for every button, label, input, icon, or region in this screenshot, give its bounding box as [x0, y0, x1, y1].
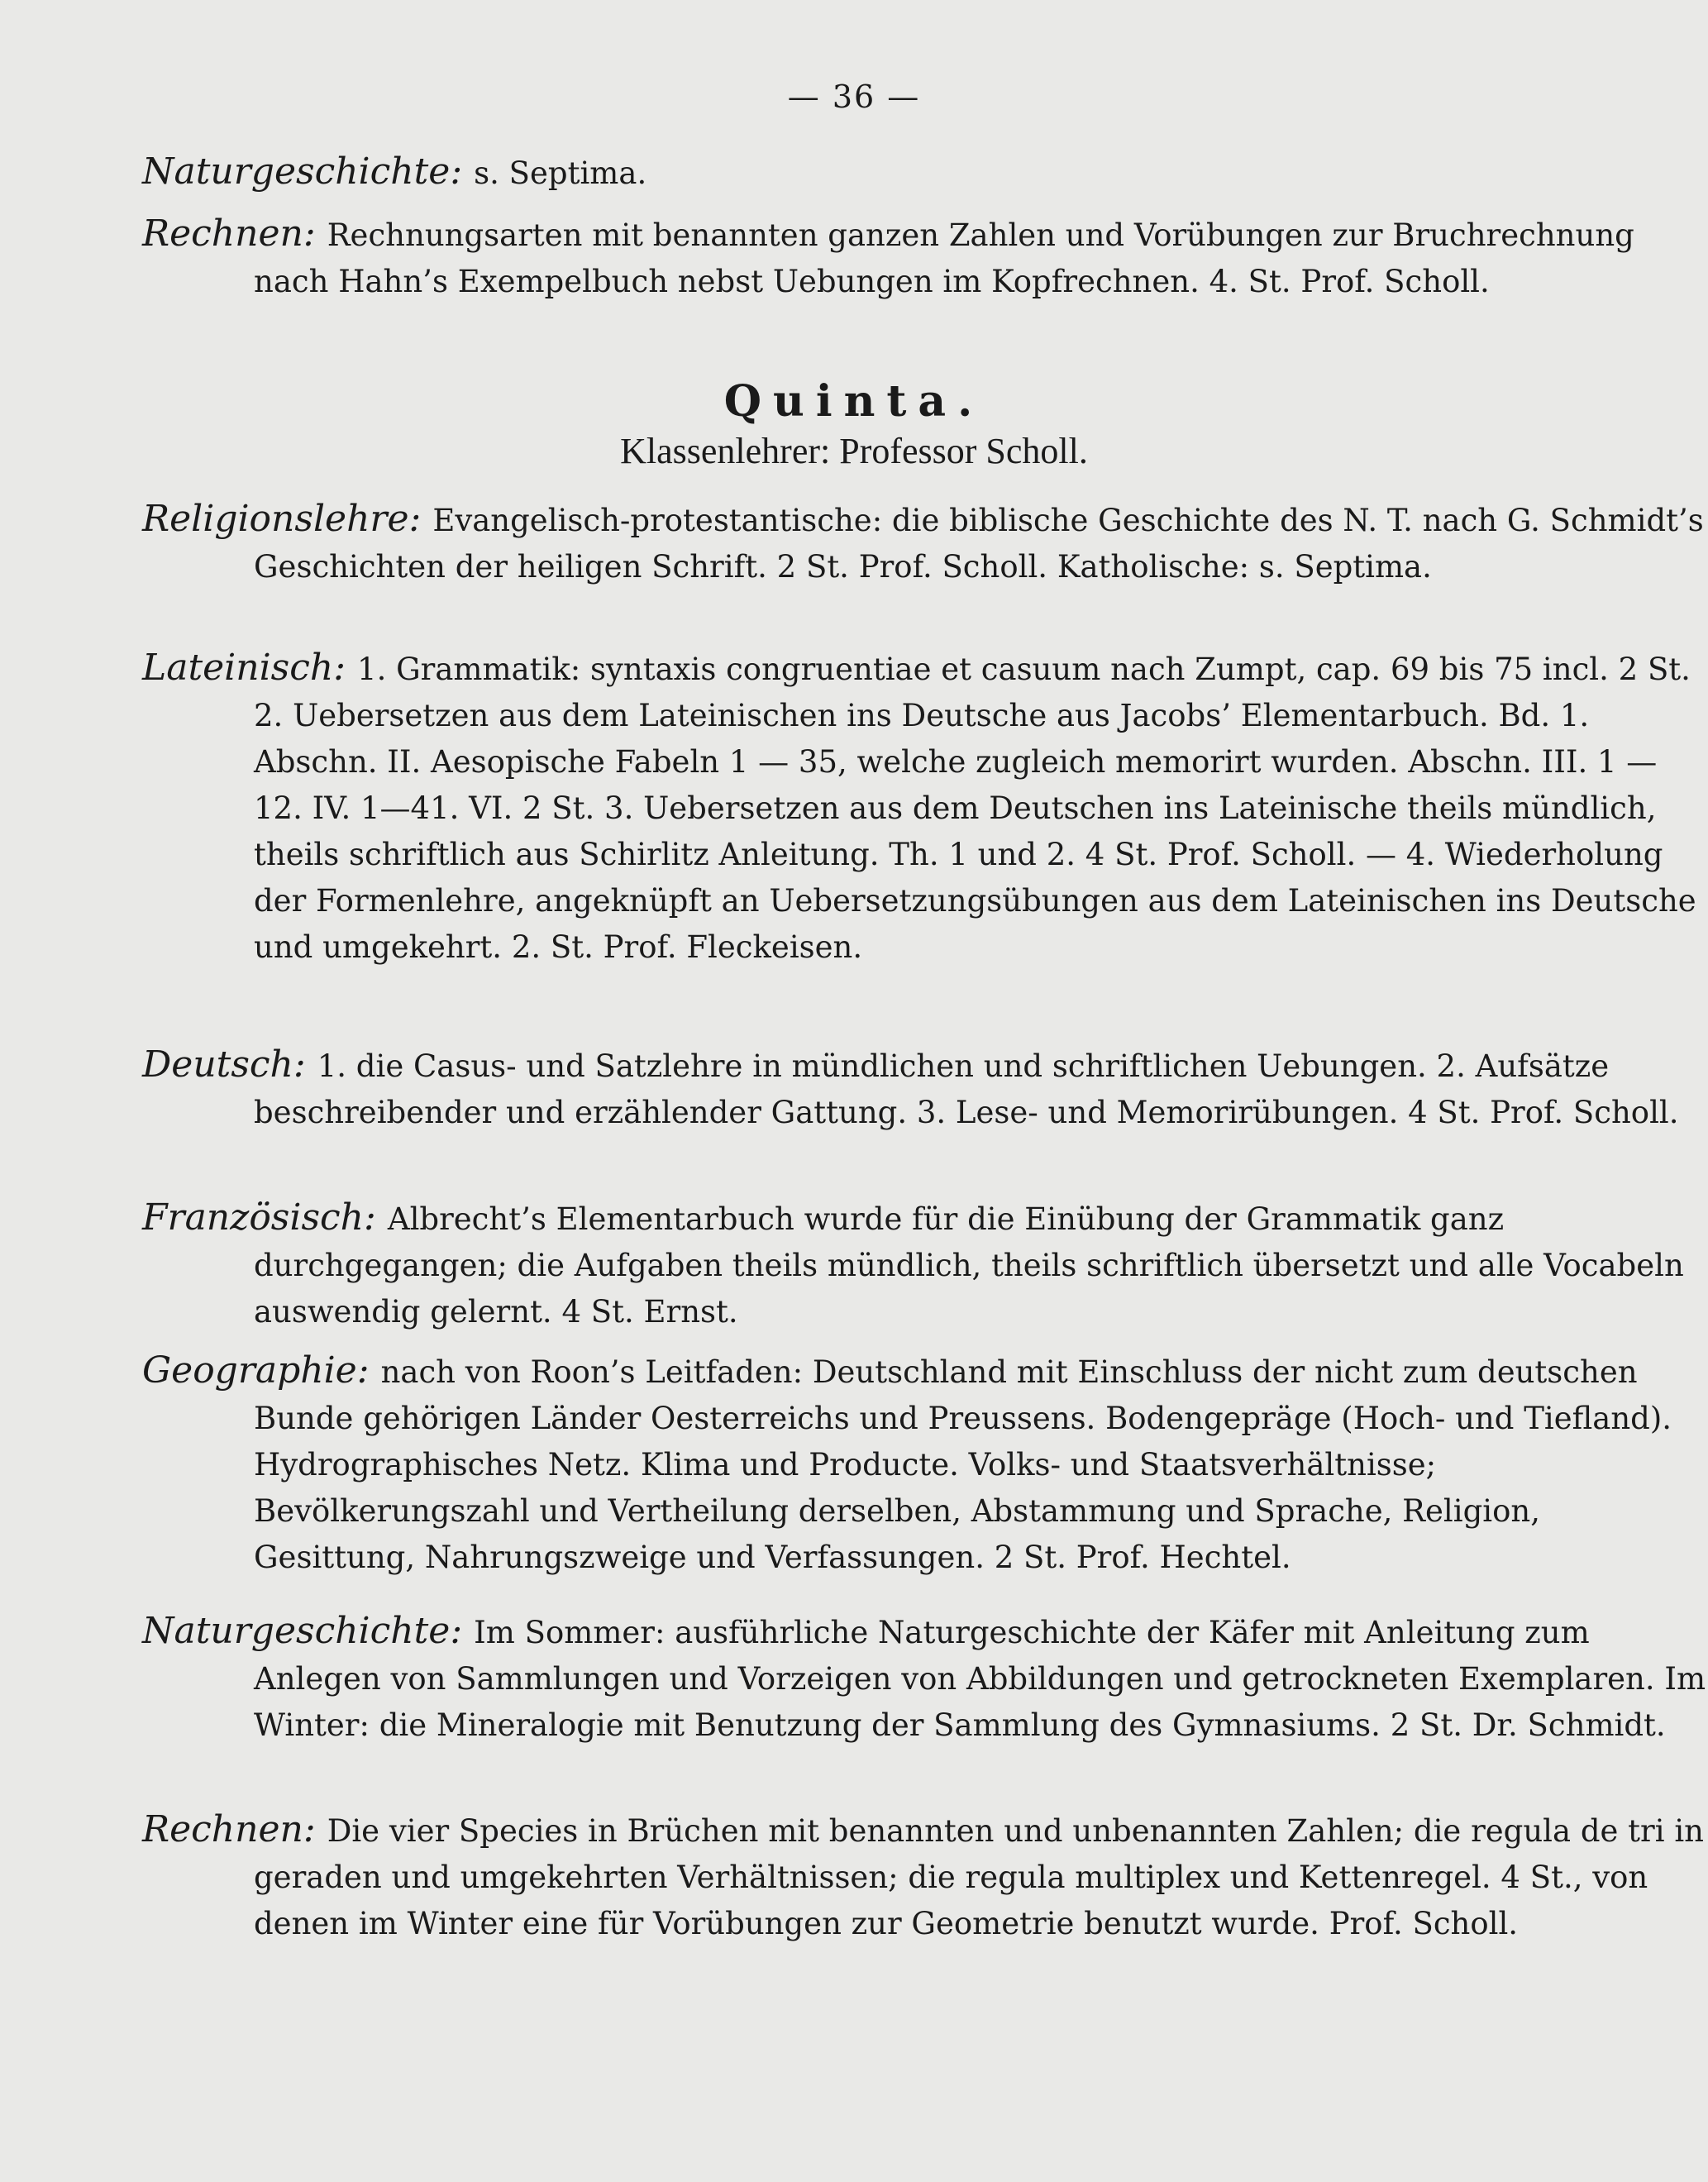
entry-label: Religionslehre: [142, 498, 422, 540]
entry-label: Rechnen: [142, 1808, 316, 1850]
entry-label: Lateinisch: [142, 647, 346, 689]
entry-text: 1. die Casus- und Satzlehre in mündlichen und schriftlichen Uebungen. 2. Aufsätze beschreibender und erzählender Gattung. 3. Lese- und Memorirübungen. 4 St. Prof. Scholl. [254, 1048, 1679, 1130]
entry-naturgeschichte [142, 1608, 1708, 1749]
entry-text: Rechnungsarten mit benannten ganzen Zahlen und Vorübungen zur Bruchrechnung nach Hahn’s Exempelbuch nebst Uebungen im Kopfrechnen. 4. St. Prof. Scholl. [254, 217, 1634, 299]
entry-label: Naturgeschichte: [142, 1610, 463, 1652]
entry-geographie [142, 1348, 1708, 1581]
page-number: — 36 — [787, 79, 921, 115]
entry-text: s. Septima. [474, 155, 647, 191]
entry-text: nach von Roon’s Leitfaden: Deutschland mit Einschluss der nicht zum deutschen Bunde gehörigen Länder Oesterreichs und Preussens. Bodengepräge (Hoch- und Tiefland). Hydrographisches Netz. Klima und Producte. Volks- und Staatsverhältnisse; Bevölkerungszahl und Vertheilung derselben, Abstammung und Sprache, Religion, Gesittung, Nahrungszweige und Verfassungen. 2 St. Prof. Hechtel. [254, 1354, 1672, 1575]
entry-text: Evangelisch-protestantische: die biblische Geschichte des N. T. nach G. Schmidt’s Geschichten der heiligen Schrift. 2 St. Prof. Scholl. Katholische: s. Septima. [254, 503, 1704, 585]
entry-text: 1. Grammatik: syntaxis congruentiae et casuum nach Zumpt, cap. 69 bis 75 incl. 2 St. 2. Uebersetzen aus dem Lateinischen ins Deutsche aus Jacobs’ Elementarbuch. Bd. 1. Abschn. II. Aesopische Fabeln 1 — 35, welche zugleich memorirt wurden. Abschn. III. 1 — 12. IV. 1—41. VI. 2 St. 3. Uebersetzen aus dem Deutschen ins Lateinische theils mündlich, theils schriftlich aus Schirlitz Anleitung. Th. 1 und 2. 4 St. Prof. Scholl. — 4. Wiederholung der Formenlehre, angeknüpft an Uebersetzungsübungen aus dem Lateinischen ins Deutsche und umgekehrt. 2. St. Prof. Fleckeisen. [254, 652, 1696, 965]
entry-pre-rechnen [142, 211, 1708, 305]
entry-label: Rechnen: [142, 212, 316, 255]
entry-label: Geographie: [142, 1349, 370, 1392]
entry-religionslehre [142, 496, 1708, 590]
entry-text: Albrecht’s Elementarbuch wurde für die Einübung der Grammatik ganz durchgegangen; die Aufgaben theils mündlich, theils schriftlich übersetzt und alle Vocabeln auswendig gelernt. 4 St. Ernst. [254, 1201, 1684, 1330]
entry-rechnen [142, 1807, 1708, 1947]
entry-label: Naturgeschichte: [142, 150, 463, 193]
entry-pre-naturgeschichte [142, 149, 1708, 197]
entry-label: Deutsch: [142, 1043, 306, 1086]
entry-franzoesisch [142, 1195, 1708, 1335]
entry-text: Im Sommer: ausführliche Naturgeschichte der Käfer mit Anleitung zum Anlegen von Sammlungen und Vorzeigen von Abbildungen und getrockneten Exemplaren. Im Winter: die Mineralogie mit Benutzung der Sammlung des Gymnasiums. 2 St. Dr. Schmidt. [254, 1615, 1706, 1743]
entry-text: Die vier Species in Brüchen mit benannten und unbenannten Zahlen; die regula de tri in geraden und umgekehrten Verhältnissen; die regula multiplex und Kettenregel. 4 St., von denen im Winter eine für Vorübungen zur Geometrie benutzt wurde. Prof. Scholl. [254, 1813, 1704, 1941]
entry-label: Französisch: [142, 1196, 376, 1239]
entry-deutsch [142, 1042, 1708, 1136]
entry-lateinisch [142, 645, 1708, 971]
section-title: Quinta. [723, 376, 985, 427]
class-teacher: Klassenlehrer: Professor Scholl. [620, 431, 1088, 471]
